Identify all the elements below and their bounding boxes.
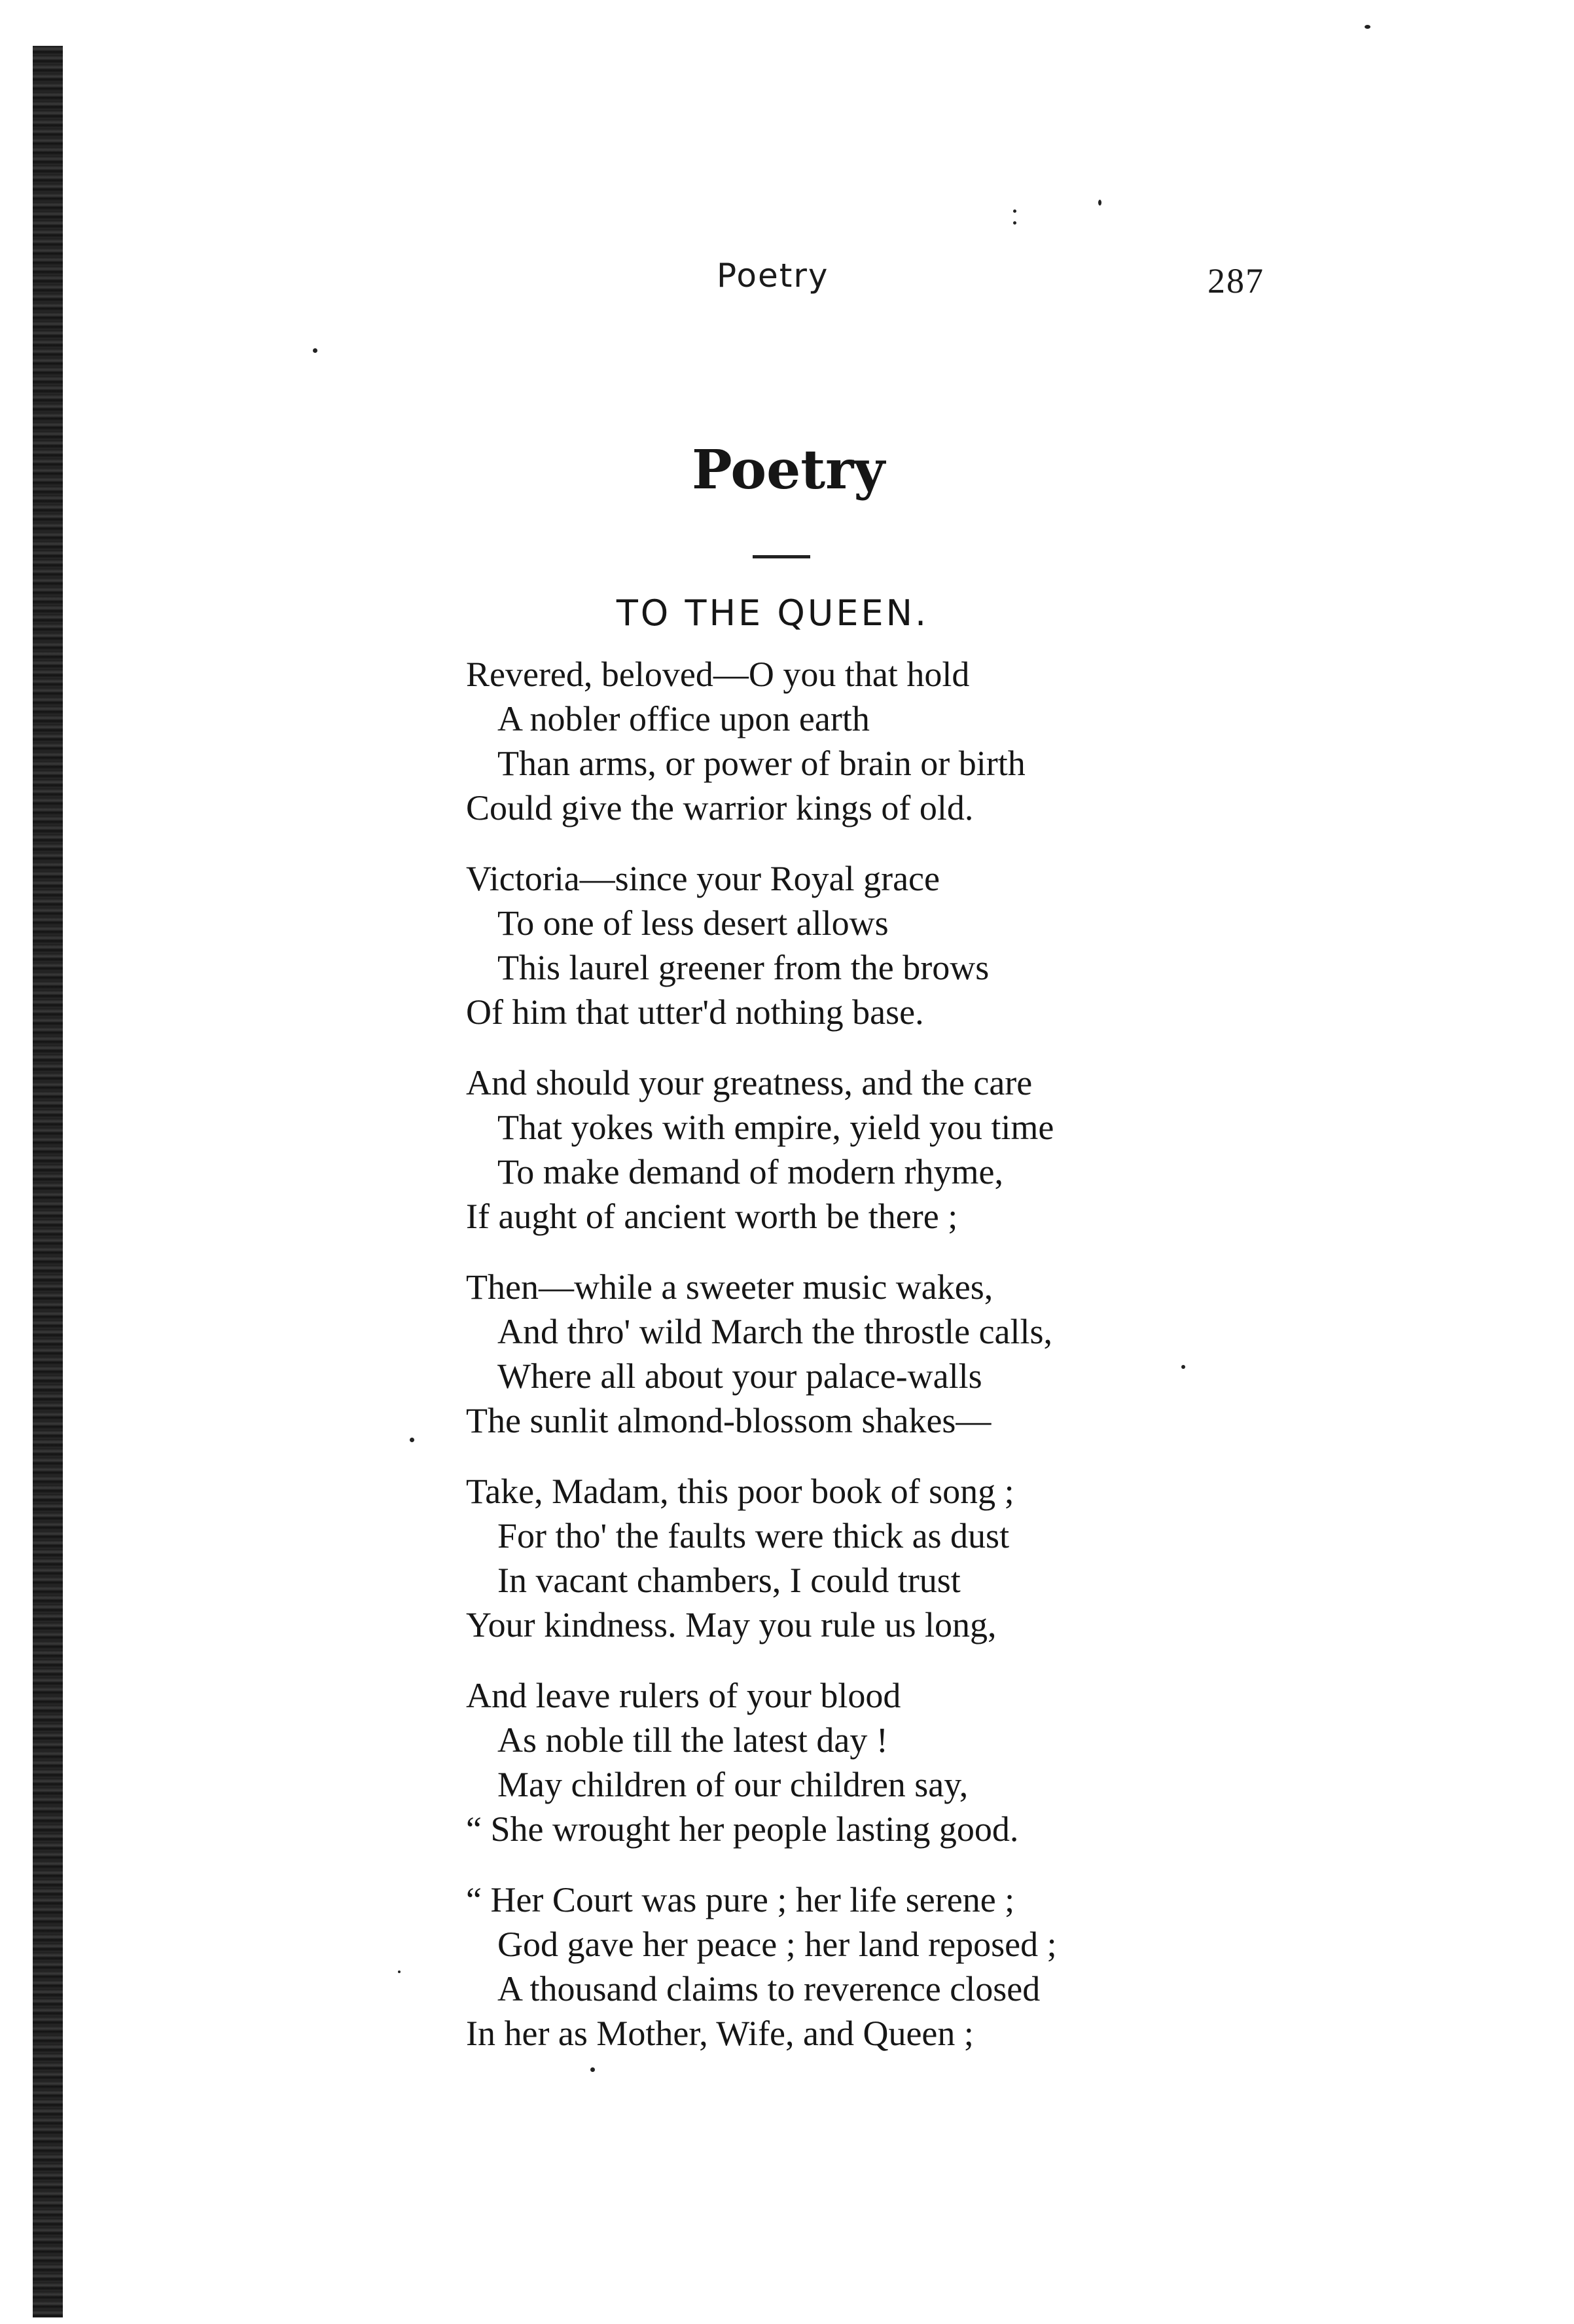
stanza	[466, 1673, 1057, 1851]
poem-line: May children of our children say,	[497, 1765, 969, 1804]
speck-mark	[1181, 1365, 1185, 1369]
poem-line: Victoria—since your Royal grace	[466, 859, 940, 898]
stanza	[466, 652, 1057, 830]
section-title: Poetry	[691, 439, 885, 501]
stanza	[466, 1469, 1057, 1647]
running-title: Poetry	[717, 257, 829, 295]
speck-mark	[313, 348, 317, 353]
page-binding-edge	[33, 46, 63, 2317]
stanza	[466, 1061, 1057, 1239]
page-number: 287	[1207, 261, 1264, 300]
poem-line: As noble till the latest day !	[497, 1720, 888, 1760]
poem-line: A thousand claims to reverence closed	[497, 1969, 1041, 2008]
stanza	[466, 856, 1057, 1034]
poem-line: In her as Mother, Wife, and Queen ;	[466, 2014, 974, 2053]
speck-mark	[1365, 25, 1370, 29]
poem-body	[466, 652, 1057, 2082]
stanza	[466, 1265, 1057, 1443]
speck-mark	[1098, 200, 1101, 206]
speck-mark	[1013, 209, 1016, 213]
poem-line: “ She wrought her people lasting good.	[466, 1809, 1019, 1849]
poem-line: This laurel greener from the brows	[497, 948, 990, 987]
poem-line: Where all about your palace-walls	[497, 1356, 982, 1396]
poem-line: And thro' wild March the throstle calls,	[497, 1312, 1053, 1351]
poem-line: Then—while a sweeter music wakes,	[466, 1267, 993, 1307]
poem-line: God gave her peace ; her land reposed ;	[497, 1925, 1057, 1964]
poem-line: Could give the warrior kings of old.	[466, 788, 974, 827]
speck-mark	[398, 1970, 401, 1973]
poem-line: Of him that utter'd nothing base.	[466, 992, 924, 1032]
poem-title: TO THE QUEEN.	[616, 592, 929, 634]
poem-line: Take, Madam, this poor book of song ;	[466, 1472, 1014, 1511]
poem-line: To one of less desert allows	[497, 903, 889, 943]
title-rule	[753, 555, 810, 558]
poem-line: A nobler office upon earth	[497, 699, 870, 738]
poem-line: And leave rulers of your blood	[466, 1676, 901, 1715]
poem-line: To make demand of modern rhyme,	[497, 1152, 1003, 1191]
poem-line: “ Her Court was pure ; her life serene ;	[466, 1880, 1015, 1919]
poem-line: For tho' the faults were thick as dust	[497, 1516, 1010, 1555]
poem-line: Revered, beloved—O you that hold	[466, 655, 970, 694]
speck-mark	[1013, 221, 1016, 225]
poem-line: And should your greatness, and the care	[466, 1063, 1033, 1102]
poem-line: Than arms, or power of brain or birth	[497, 744, 1026, 783]
poem-line: If aught of ancient worth be there ;	[466, 1197, 958, 1236]
speck-mark	[410, 1438, 414, 1442]
stanza	[466, 1878, 1057, 2056]
poem-line: In vacant chambers, I could trust	[497, 1561, 961, 1600]
poem-line: The sunlit almond-blossom shakes—	[466, 1401, 992, 1440]
poem-line: That yokes with empire, yield you time	[497, 1108, 1054, 1147]
poem-line: Your kindness. May you rule us long,	[466, 1605, 997, 1644]
